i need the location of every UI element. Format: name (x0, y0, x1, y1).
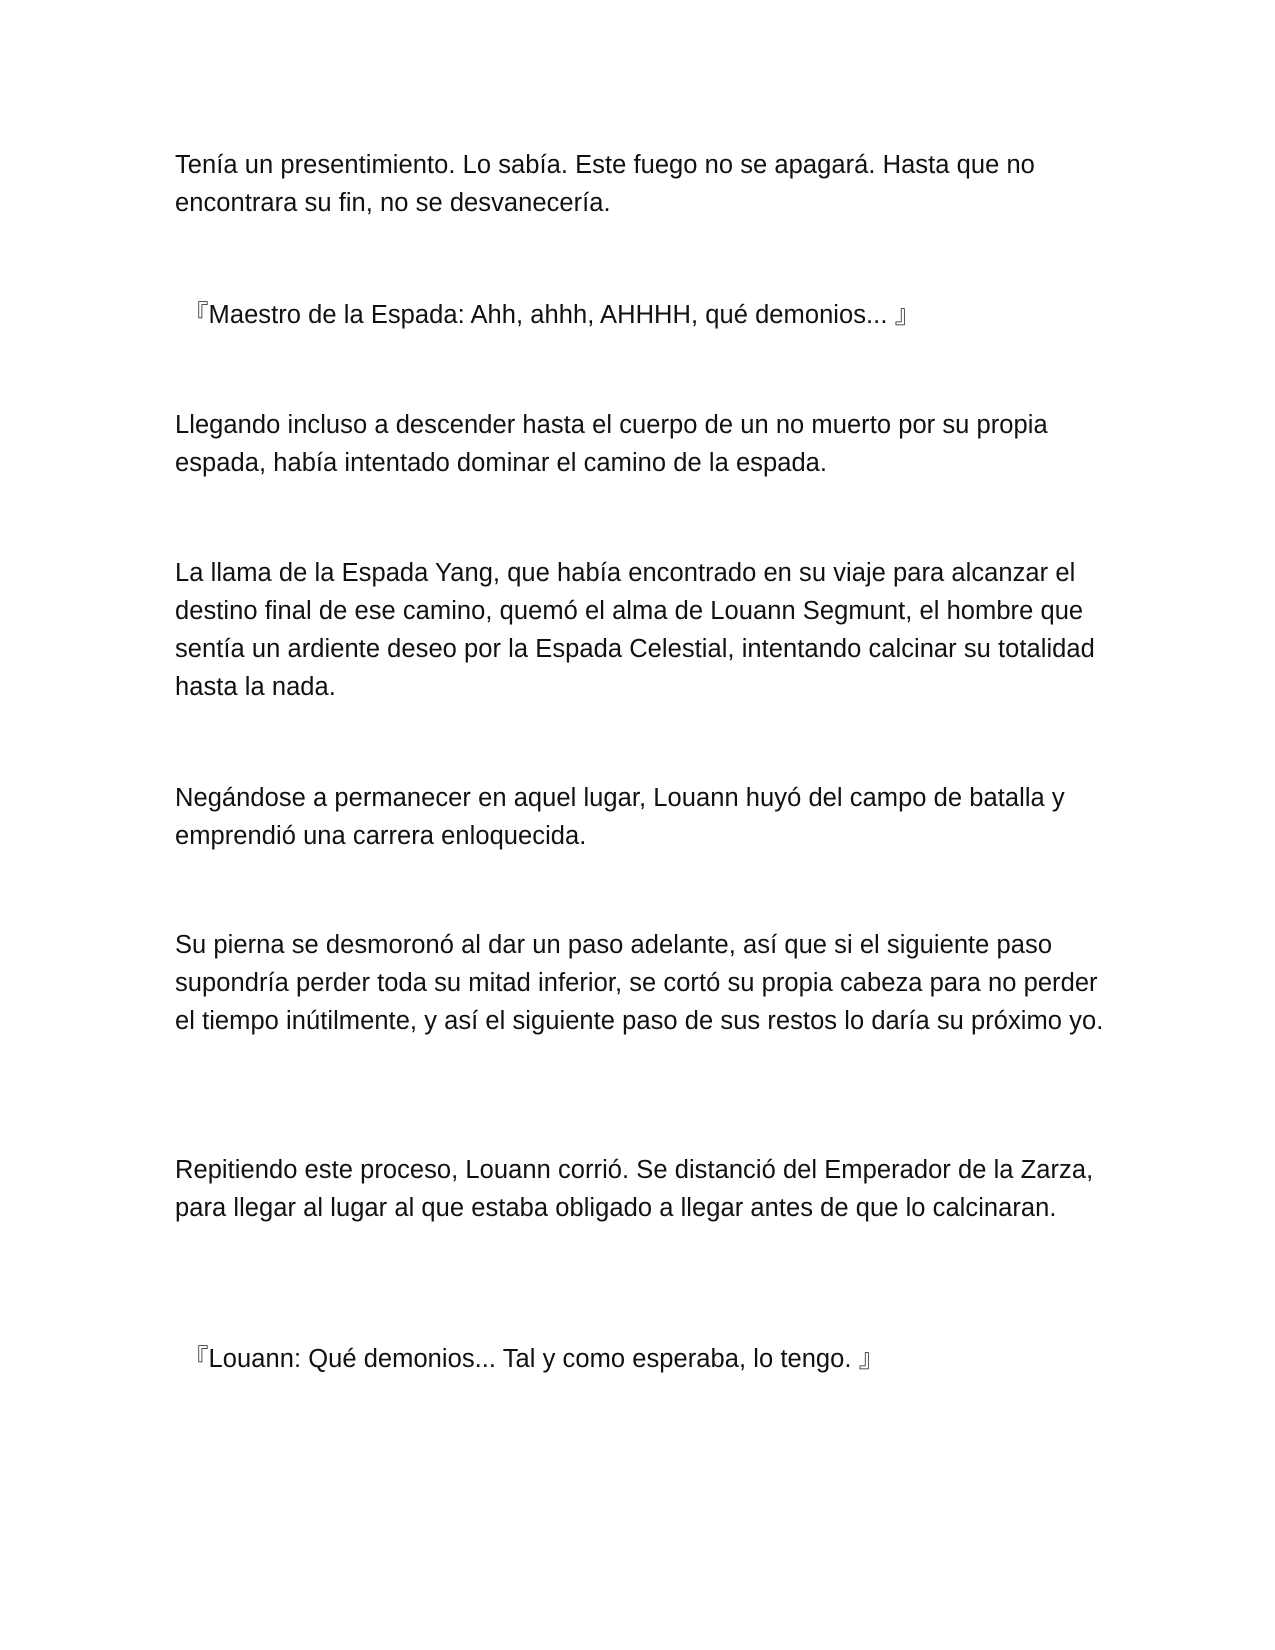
paragraph-repeating-process: Repitiendo este proceso, Louann corrió. Se distanció del Emperador de la Zarza, para llegar al lugar al que estaba obligado a llegar antes de que lo calcinaran. (175, 1156, 1094, 1222)
dialogue-louann: 『Louann: Qué demonios... Tal y como esperaba, lo tengo. 』 (183, 1345, 885, 1373)
paragraph-flight: Negándose a permanecer en aquel lugar, Louann huyó del campo de batalla y emprendió una carrera enloquecida. (175, 784, 1065, 850)
paragraph-undead-descent: Llegando incluso a descender hasta el cuerpo de un no muerto por su propia espada, había intentado dominar el camino de la espada. (175, 411, 1048, 477)
dialogue-sword-master: 『Maestro de la Espada: Ahh, ahhh, AHHHH, qué demonios... 』 (183, 301, 921, 329)
paragraph-premonition: Tenía un presentimiento. Lo sabía. Este fuego no se apagará. Hasta que no encontrara su fin, no se desvanecería. (175, 151, 1035, 217)
paragraph-yang-sword-flame: La llama de la Espada Yang, que había encontrado en su viaje para alcanzar el destino final de ese camino, quemó el alma de Louann Segmunt, el hombre que sentía un ardiente deseo por la Espada Celestial, intentando calcinar su totalidad hasta la nada. (175, 559, 1095, 701)
paragraph-severed-head: Su pierna se desmoronó al dar un paso adelante, así que si el siguiente paso supondría perder toda su mitad inferior, se cortó su propia cabeza para no perder el tiempo inútilmente, y así el siguiente paso de sus restos lo daría su próximo yo. (175, 931, 1104, 1035)
